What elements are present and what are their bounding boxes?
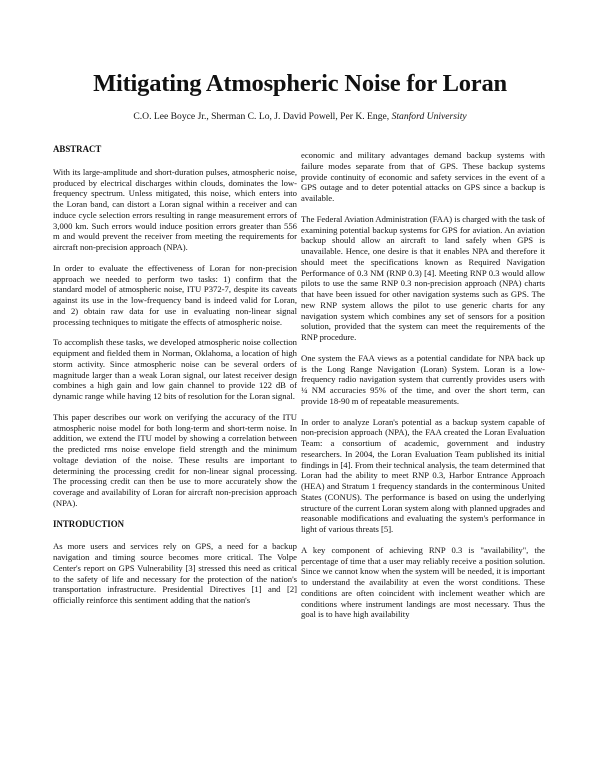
abstract-paragraph: With its large-amplitude and short-duration pulses, atmospheric noise, produced by electrical discharges within clouds, dominates the low-frequency spectrum. Unless mitigated, this noise, which enters into the Loran band, can distort a Loran signal within a receiver and can induce cycle selection errors resulting in range measurement errors of 3,000 km. Such errors would induce position errors greater than 556 m and would prevent the receiver from meeting the requirements for aircraft non-precision approach (NPA).	[53, 166, 297, 252]
abstract-heading: ABSTRACT	[53, 144, 102, 154]
body-paragraph: One system the FAA views as a potential candidate for NPA back up is the Long Range Navigation (Loran) System. Loran is a low-frequency radio navigation system that currently provides users with ¼ NM accuracies 95% of the time, and over the short term, can provide 18-90 m of repeatable measurements.	[301, 352, 545, 406]
body-paragraph: A key component of achieving RNP 0.3 is "availability", the percentage of time that a user may reliably receive a position solution. Since we cannot know when the system will be needed, it is important to understand the availability at even the worst conditions. These conditions are often coincident with inclement weather which are conditions where instrument landings are most necessary. Thus the goal is to have high availability	[301, 544, 545, 620]
body-paragraph: The Federal Aviation Administration (FAA) is charged with the task of examining potential backup systems for GPS for aviation. An aviation backup should allow an aircraft to land safely when GPS is unavailable. Hence, one desire is that it enables NPA and therefore it should meet the specifications known as Required Navigation Performance of 0.3 NM (RNP 0.3) [4]. Meeting RNP 0.3 would allow pilots to use the same RNP 0.3 non-precision approach (NPA) charts that have been issued for other navigation systems such as GPS. The new RNP system allows the pilot to use generic charts for any navigation system which combines any set of sensors for a position solution, provided that the system can meet the requirements of the RNP procedure.	[301, 213, 545, 342]
introduction-heading: INTRODUCTION	[53, 518, 125, 529]
abstract-paragraph: To accomplish these tasks, we developed atmospheric noise collection equipment and fielded them in Norman, Oklahoma, a location of high storm activity. Since atmospheric noise can be several orders of magnitude larger than a weak Loran signal, our latest receiver design combines a high gain and low gain channel to provide 122 dB of dynamic range while having 12 bits of resolution for the Loran signal.	[53, 337, 297, 401]
authors: C.O. Lee Boyce Jr., Sherman C. Lo, J. David Powell, Per K. Enge,	[133, 111, 390, 122]
paper-title: Mitigating Atmospheric Noise for Loran	[93, 70, 507, 97]
right-column	[301, 150, 545, 630]
abstract-paragraph: In order to evaluate the effectiveness of Loran for non-precision approach we needed to perform two tasks: 1) confirm that the standard model of atmospheric noise, ITU P372-7, despite its caveats against its use in the low-frequency band is indeed valid for Loran, and 2) obtain raw data for use in evaluating non-linear signal processing techniques to mitigate the effects of atmospheric noise.	[53, 262, 297, 327]
body-paragraph: economic and military advantages demand backup systems with failure modes separate from that of GPS. These backup systems provide continuity of economic and safety services in the event of a GPS outage and to deter potential attacks on GPS since a backup is available.	[301, 150, 545, 203]
abstract-paragraph: This paper describes our work on verifying the accuracy of the ITU atmospheric noise model for both long-term and short-term noise. In addition, we extend the ITU model by showing a correlation between the predicted rms noise envelope field strength and the minimum voltage deviation of the noise. These results are important to determining the processing credit for non-linear signal processing. The processing credit can then be use to more accurately show the coverage and availability of Loran for aircraft non-precision approach (NPA).	[53, 411, 297, 508]
affiliation: Stanford University	[391, 111, 467, 122]
body-paragraph: In order to analyze Loran's potential as a backup system capable of non-precision approach (NPA), the FAA created the Loran Evaluation Team: a consortium of academic, government and industry researchers. In 2004, the Loran Evaluation Team published its initial findings in [4]. From their technical analysis, the team determined that Loran had the ability to meet RNP 0.3, Harbor Entrance Approach (HEA) and Stratum 1 frequency standards in the conterminous United States (CONUS). The performance is based on using the underlying structure of the current Loran system along with planned upgrades and reasonable modifications and evaluating the system's performance in light of various threats [5].	[301, 416, 545, 534]
left-column	[53, 144, 297, 616]
author-line	[0, 111, 600, 122]
introduction-paragraph: As more users and services rely on GPS, a need for a backup navigation and timing source becomes more critical. The Volpe Center's report on GPS Vulnerability [3] stressed this need as critical to the safety of life and necessary for the protection of the nation's transportation infrastructure. Presidential Directives [1] and [2] officially reinforce this sentiment adding that the nation's	[53, 541, 297, 605]
